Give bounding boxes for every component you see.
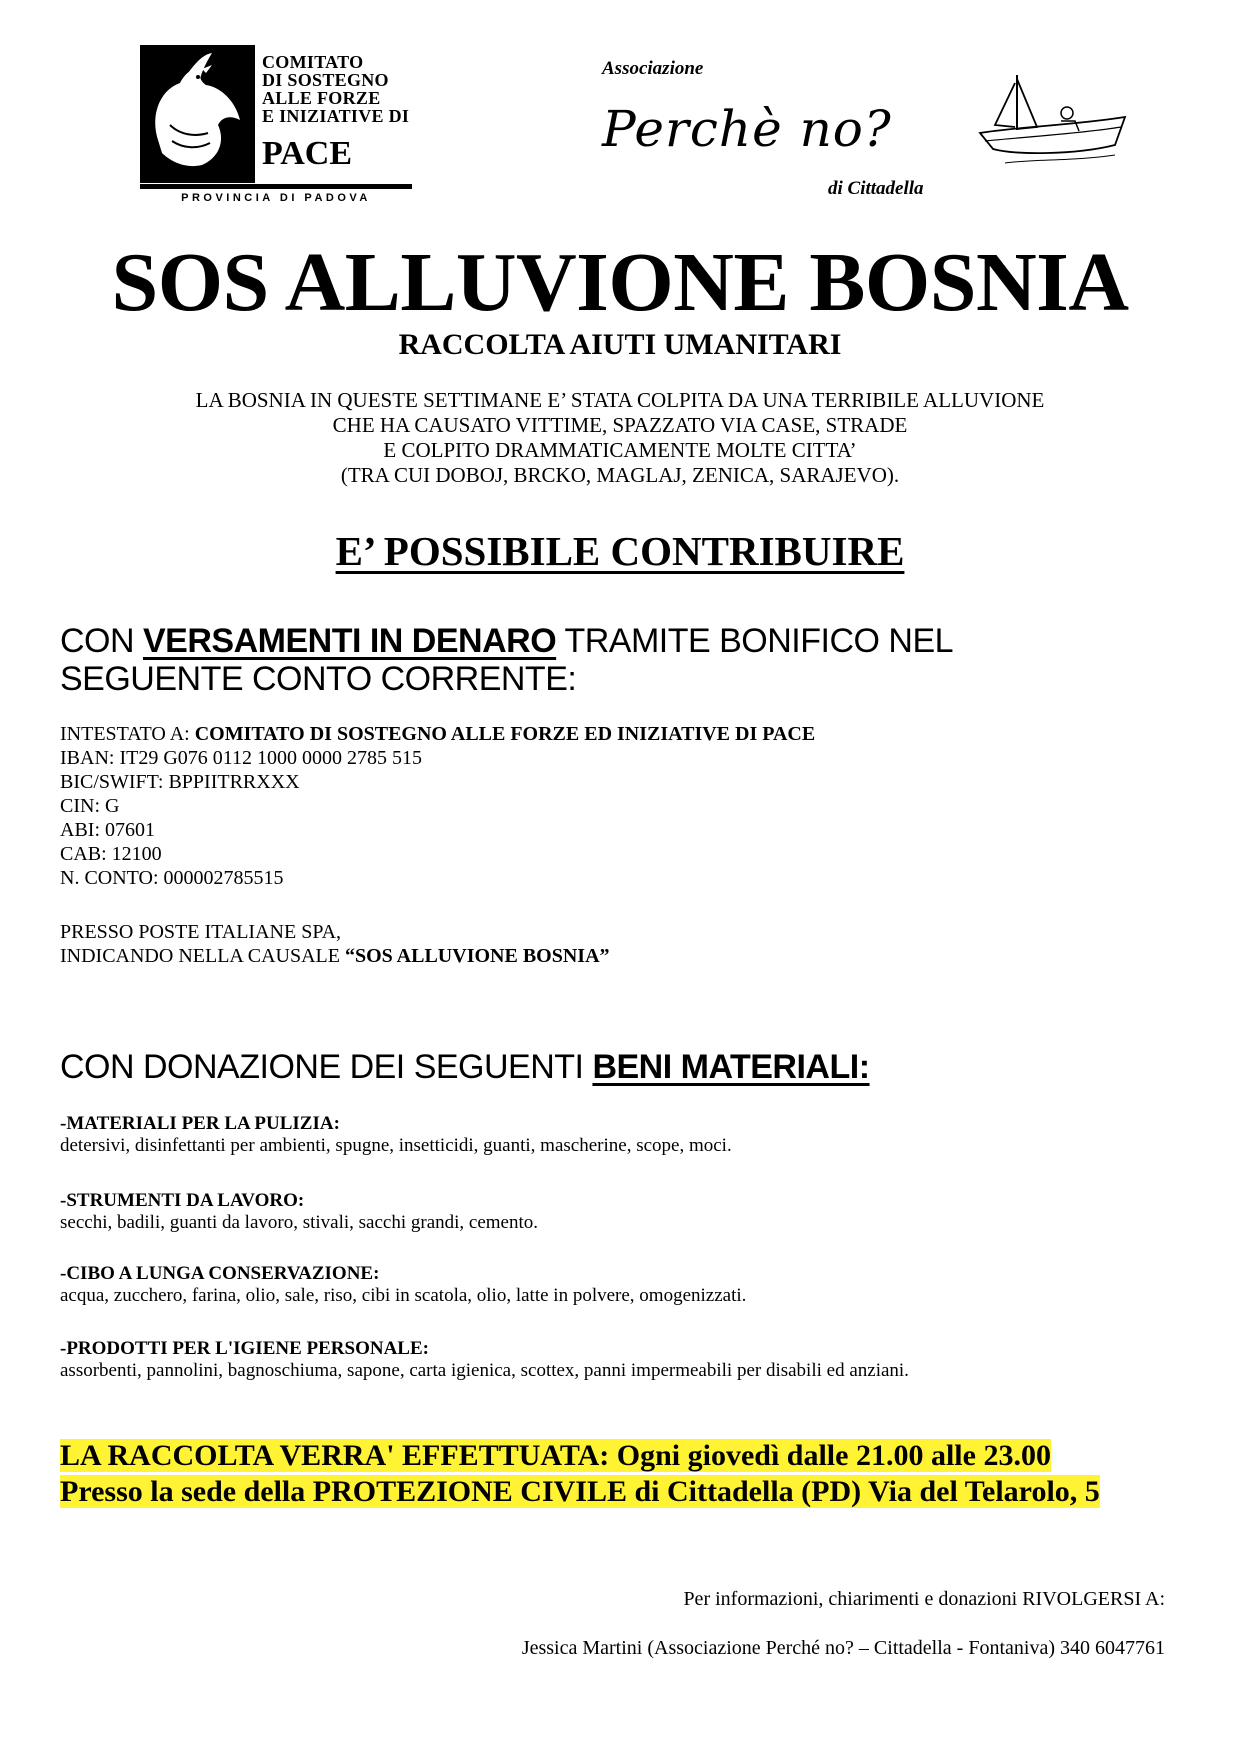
causale-label: INDICANDO NELLA CAUSALE xyxy=(60,945,345,967)
category-food xyxy=(60,1263,746,1307)
collection-line xyxy=(60,1438,1100,1474)
association-city: di Cittadella xyxy=(828,178,924,199)
bank-bic: BIC/SWIFT: BPPIITRRXXX xyxy=(60,771,300,793)
bank-conto: N. CONTO: 000002785515 xyxy=(60,867,284,889)
causale-line xyxy=(60,944,610,968)
collection-line xyxy=(60,1474,1100,1510)
money-bold: VERSAMENTI IN DENARO xyxy=(143,622,557,660)
logo-text xyxy=(262,53,412,125)
comitato-logo xyxy=(140,45,415,203)
logo-line: E INIZIATIVE DI xyxy=(262,106,410,126)
money-suffix: TRAMITE BONIFICO NEL xyxy=(556,622,954,660)
goods-bold: BENI MATERIALI: xyxy=(592,1048,870,1086)
money-section-heading xyxy=(60,622,1200,698)
holder-label: INTESTATO A: xyxy=(60,723,195,745)
bank-holder xyxy=(60,722,815,746)
page-subtitle: RACCOLTA AIUTI UMANITARI xyxy=(398,328,842,361)
category-heading: -MATERIALI PER LA PULIZIA: xyxy=(60,1113,340,1134)
collection-line1: LA RACCOLTA VERRA' EFFETTUATA: Ogni giovedì dalle 21.00 alle 23.00 xyxy=(60,1439,1051,1472)
contact-person: Jessica Martini (Associazione Perché no? – Cittadella - Fontaniva) 340 6047761 xyxy=(521,1637,1165,1659)
category-heading: -PRODOTTI PER L'IGIENE PERSONALE: xyxy=(60,1338,429,1359)
category-items: assorbenti, pannolini, bagnoschiuma, sapone, carta igienica, scottex, panni impermeabili per disabili ed anziani. xyxy=(60,1360,909,1381)
goods-section-heading xyxy=(60,1048,1200,1086)
intro-text xyxy=(0,388,1240,488)
bank-cab: CAB: 12100 xyxy=(60,843,162,865)
money-prefix: CON xyxy=(60,622,143,660)
intro-line: LA BOSNIA IN QUESTE SETTIMANE E’ STATA COLPITA DA UNA TERRIBILE ALLUVIONE xyxy=(195,388,1045,412)
category-items: detersivi, disinfettanti per ambienti, spugne, insetticidi, guanti, mascherine, scope, moci. xyxy=(60,1135,732,1156)
contact-intro: Per informazioni, chiarimenti e donazioni RIVOLGERSI A: xyxy=(683,1588,1165,1610)
logo-line: DI SOSTEGNO xyxy=(262,70,389,90)
page-title: SOS ALLUVIONE BOSNIA xyxy=(111,236,1129,329)
category-hygiene xyxy=(60,1338,909,1382)
category-items: secchi, badili, guanti da lavoro, stivali, sacchi grandi, cemento. xyxy=(60,1212,539,1233)
logo-divider xyxy=(140,184,412,189)
logo-pace-text: PACE xyxy=(262,135,353,172)
collection-notice xyxy=(60,1438,1100,1510)
boat-icon xyxy=(975,75,1130,170)
category-cleaning xyxy=(60,1113,732,1157)
intro-line: E COLPITO DRAMMATICAMENTE MOLTE CITTA’ xyxy=(383,438,857,462)
bank-cin: CIN: G xyxy=(60,795,120,817)
collection-line2: Presso la sede della PROTEZIONE CIVILE di Cittadella (PD) Via del Telarolo, 5 xyxy=(60,1475,1100,1508)
category-tools xyxy=(60,1190,538,1234)
money-heading-line2: SEGUENTE CONTO CORRENTE: xyxy=(60,660,577,698)
holder-name: COMITATO DI SOSTEGNO ALLE FORZE ED INIZIATIVE DI PACE xyxy=(194,723,816,745)
presso-line: PRESSO POSTE ITALIANE SPA, xyxy=(60,921,342,943)
bank-abi: ABI: 07601 xyxy=(60,819,155,841)
category-heading: -STRUMENTI DA LAVORO: xyxy=(60,1190,305,1211)
bank-iban: IBAN: IT29 G076 0112 1000 0000 2785 515 xyxy=(60,747,423,769)
intro-line: (TRA CUI DOBOJ, BRCKO, MAGLAJ, ZENICA, SARAJEVO). xyxy=(340,463,900,487)
causale-value: “SOS ALLUVIONE BOSNIA” xyxy=(344,945,610,967)
dove-icon xyxy=(140,45,255,183)
goods-prefix: CON DONAZIONE DEI SEGUENTI xyxy=(60,1048,593,1086)
contribute-heading-text: E’ POSSIBILE CONTRIBUIRE xyxy=(335,528,905,574)
bank-instructions xyxy=(60,920,610,968)
association-name: Perchè no? xyxy=(602,100,892,158)
logo-line: COMITATO xyxy=(262,52,364,72)
money-heading-line1 xyxy=(60,622,1200,660)
association-label: Associazione xyxy=(602,58,704,79)
contribute-heading xyxy=(0,528,1240,574)
bank-details xyxy=(60,722,815,890)
logo-province: PROVINCIA DI PADOVA xyxy=(181,192,371,204)
category-items: acqua, zucchero, farina, olio, sale, riso, cibi in scatola, olio, latte in polvere, omogenizzati. xyxy=(60,1285,747,1306)
category-heading: -CIBO A LUNGA CONSERVAZIONE: xyxy=(60,1263,380,1284)
intro-line: CHE HA CAUSATO VITTIME, SPAZZATO VIA CASE, STRADE xyxy=(332,413,908,437)
logo-line: ALLE FORZE xyxy=(262,88,381,108)
